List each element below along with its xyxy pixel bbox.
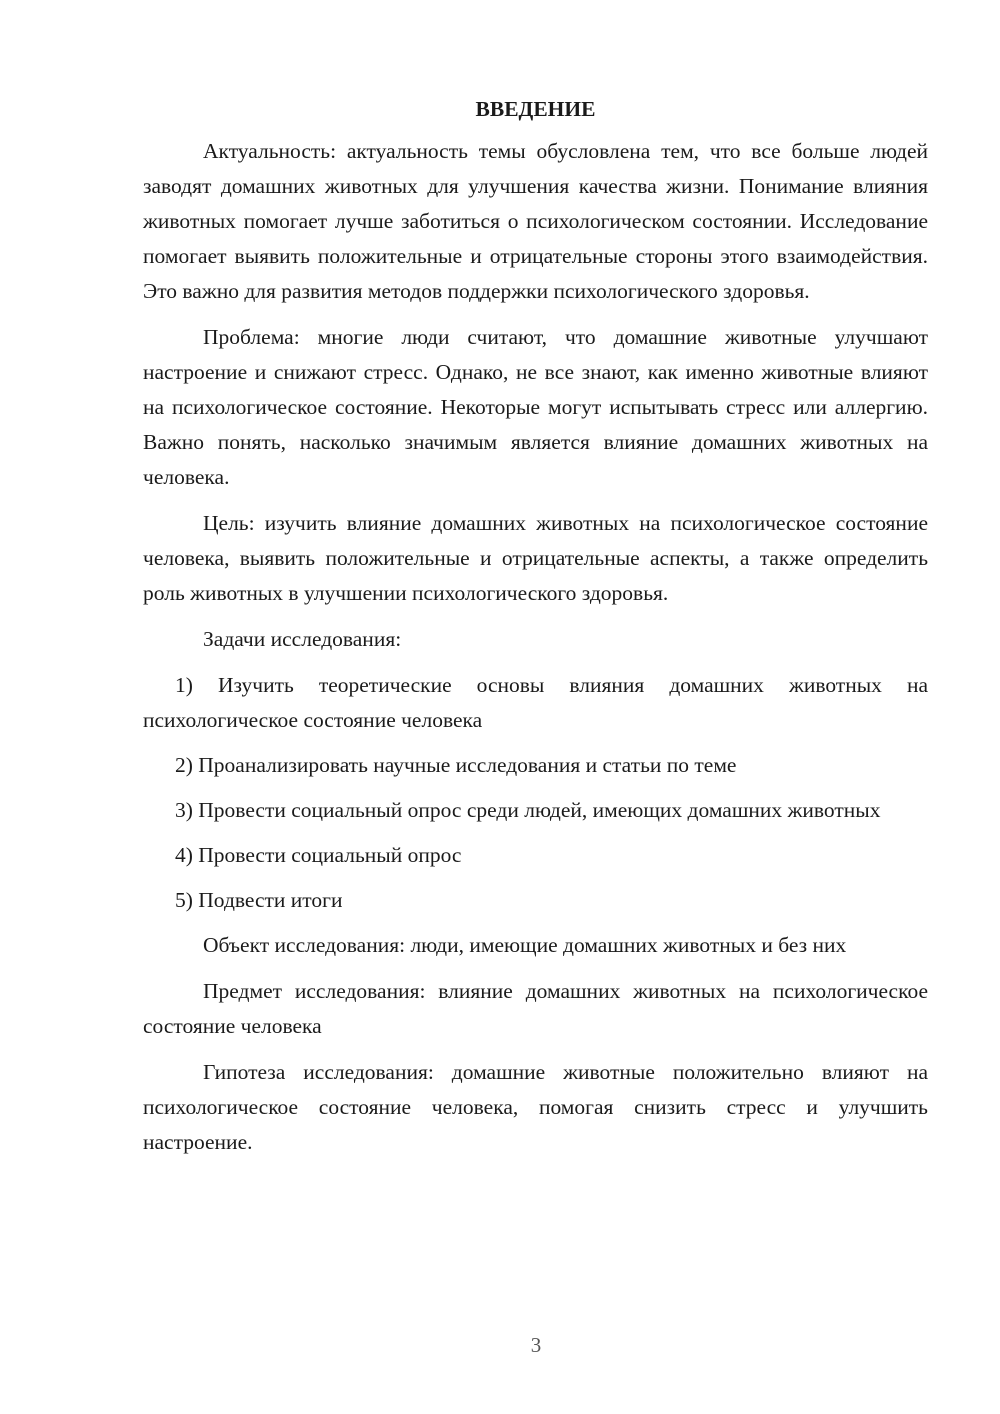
tasks-list (143, 668, 928, 918)
relevance-paragraph: Актуальность: актуальность темы обусловлена тем, что все больше людей заводят домашних животных для улучшения качества жизни. Понимание влияния животных помогает лучше заботиться о психологическом состоянии. Исследование помогает выявить положительные и отрицательные стороны этого взаимодействия. Это важно для развития методов поддержки психологического здоровья. (143, 139, 928, 303)
tasks-heading: Задачи исследования: (203, 627, 402, 651)
task-item-2: 2) Проанализировать научные исследования и статьи по теме (175, 753, 737, 777)
object-paragraph: Объект исследования: люди, имеющие домашних животных и без них (203, 933, 847, 957)
task-item-5: 5) Подвести итоги (175, 888, 343, 912)
task-item-3: 3) Провести социальный опрос среди людей, имеющих домашних животных (175, 798, 881, 822)
document-page (143, 92, 928, 1171)
task-item-4: 4) Провести социальный опрос (175, 843, 462, 867)
page-number: 3 (530, 1333, 542, 1357)
page-title: ВВЕДЕНИЕ (475, 97, 596, 121)
subject-paragraph: Предмет исследования: влияние домашних животных на психологическое состояние человека (143, 979, 928, 1038)
goal-paragraph: Цель: изучить влияние домашних животных на психологическое состояние человека, выявить положительные и отрицательные аспекты, а также определить роль животных в улучшении психологического здоровья. (143, 511, 928, 605)
hypothesis-paragraph: Гипотеза исследования: домашние животные положительно влияют на психологическое состояние человека, помогая снизить стресс и улучшить настроение. (143, 1060, 928, 1154)
problem-paragraph: Проблема: многие люди считают, что домашние животные улучшают настроение и снижают стресс. Однако, не все знают, как именно животные влияют на психологическое состояние. Некоторые могут испытывать стресс или аллергию. Важно понять, насколько значимым является влияние домашних животных на человека. (143, 325, 928, 489)
task-item-1: 1) Изучить теоретические основы влияния домашних животных на психологическое состояние человека (143, 673, 928, 732)
